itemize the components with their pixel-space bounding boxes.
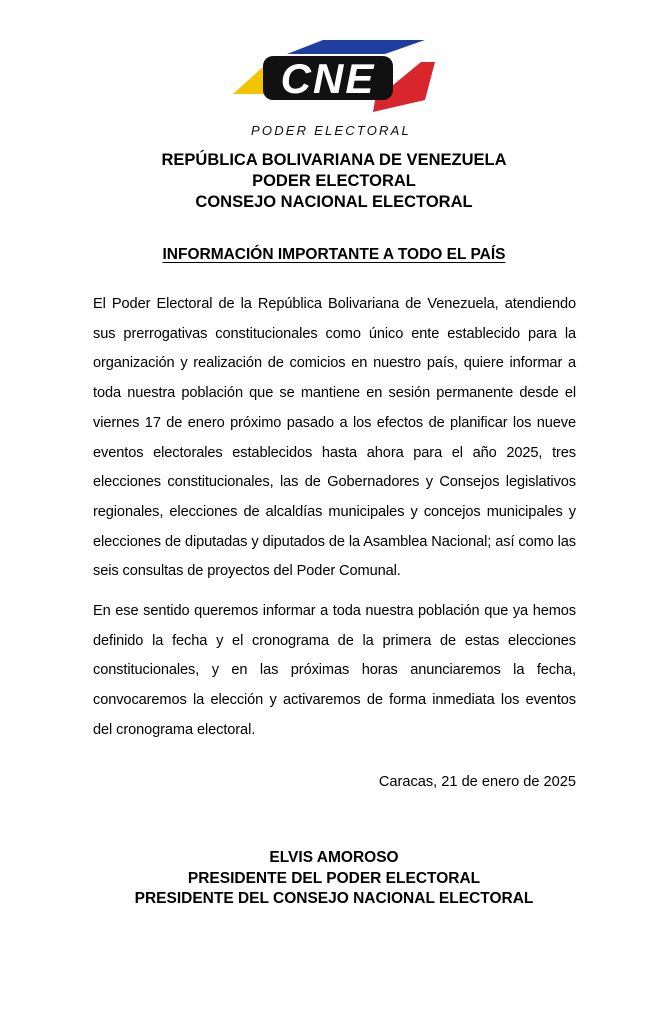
cne-logo	[225, 32, 440, 142]
logo-subtitle: PODER ELECTORAL	[251, 123, 411, 138]
signature-title-2: PRESIDENTE DEL CONSEJO NACIONAL ELECTORAL	[134, 890, 534, 907]
institution-header	[0, 150, 668, 213]
header-line-power: PODER ELECTORAL	[252, 172, 416, 190]
header-line-council: CONSEJO NACIONAL ELECTORAL	[195, 193, 473, 211]
logo-text: CNE	[280, 55, 376, 102]
notice-paragraph-2: En ese sentido queremos informar a toda nuestra población que ya hemos definido la fecha y el cronograma de la primera de estas elecciones constitucionales, y en las próximas horas anunciaremos la fecha, convocaremos la elección y activaremos de forma inmediata los eventos del cronograma electoral.	[93, 603, 576, 738]
notice-title: INFORMACIÓN IMPORTANTE A TODO EL PAÍS	[162, 246, 506, 263]
signature-name: ELVIS AMOROSO	[269, 849, 399, 866]
signature-block	[0, 848, 668, 910]
notice-paragraph-1: El Poder Electoral de la República Bolivariana de Venezuela, atendiendo sus prerrogativas constitucionales como único ente establecido para la organización y realización de comicios en nuestro país, quiere informar a toda nuestra población que se mantiene en sesión permanente desde el viernes 17 de enero próximo pasado a los efectos de planificar los nueve eventos electorales establecidos hasta ahora para el año 2025, tres elecciones constitucionales, las de Gobernadores y Consejos legislativos regionales, elecciones de alcaldías municipales y concejos municipales y elecciones de diputadas y diputados de la Asamblea Nacional; así como las seis consultas de proyectos del Poder Comunal.	[93, 296, 576, 580]
header-line-republic: REPÚBLICA BOLIVARIANA DE VENEZUELA	[161, 151, 507, 169]
date-line: Caracas, 21 de enero de 2025	[378, 774, 576, 790]
logo-blue-band	[287, 40, 425, 54]
signature-title-1: PRESIDENTE DEL PODER ELECTORAL	[187, 869, 481, 887]
